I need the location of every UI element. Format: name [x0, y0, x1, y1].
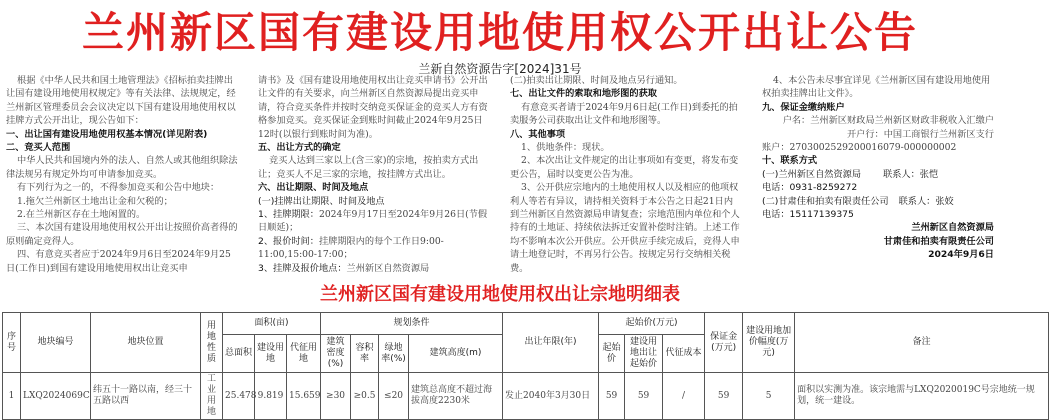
cell-price-total: 59 — [599, 373, 625, 420]
cell-far: ≥0.5 — [351, 373, 379, 420]
cell-area-road: 15.659 — [287, 373, 321, 420]
application-paragraph: 请书》及《国有建设用地使用权出让竞买申请书》公开出让文件的有关要求，向兰州新区自然资源局提出竞买申请，符合竞买条件并按时交纳竞买保证金的竞买人方有资格参加竞买。竞买保证金到账时间截止2024年9月25日12时(以银行到账时间为准)。 — [258, 75, 488, 140]
header-term: 出让年限(年) — [503, 313, 599, 373]
header-price-road: 代征成本 — [663, 335, 705, 373]
listing-period — [258, 208, 490, 235]
parcel-table — [2, 312, 1049, 420]
signature-date: 2024年9月6日 — [928, 249, 994, 261]
section-8-heading: 八、其他事项 — [510, 128, 566, 140]
listing-period-value: 2024年9月17日至2024年9月26日(节假日顺延)； — [258, 209, 488, 234]
contact-2 — [762, 195, 994, 208]
table-row — [3, 373, 1049, 420]
section-4-paragraph: 四、有意竞买者应于2024年9月6日至2024年9月25日(工作日)到国有建设用地使用权出让竞买申 — [6, 249, 231, 274]
header-area-total: 总面积 — [223, 335, 255, 373]
method-paragraph: 竞买人达到三家以上(含三家)的宗地，按拍卖方式出让；竞买人不足三家的宗地，按挂牌方式出让。 — [258, 155, 479, 180]
header-density: 建筑密度(%) — [321, 335, 351, 373]
text-column-3 — [510, 74, 742, 282]
other-item-4: 4、本公告未尽事宜详见《兰州新区国有建设用地使用权拍卖挂牌出让文件》。 — [762, 75, 991, 100]
other-item-2: 2、本次出让文件规定的出让事项如有变更，将发布变更公告，届时以变更公告为准。 — [510, 155, 739, 180]
section-5-heading: 五、出让方式的确定 — [258, 142, 341, 154]
header-no: 序号 — [3, 313, 21, 373]
announcement-body — [6, 74, 994, 282]
table-title: 兰州新区国有建设用地使用权出让宗地明细表 — [320, 284, 680, 305]
header-far: 容积率 — [351, 335, 379, 373]
contact-2-phone: 电话：15117139375 — [762, 209, 854, 221]
cell-density: ≥30 — [321, 373, 351, 420]
section-10-heading: 十、联系方式 — [762, 155, 818, 167]
other-item-1: 1、供地条件：现状。 — [521, 142, 610, 154]
header-location: 地块位置 — [91, 313, 201, 373]
account-name: 户名：兰州新区财政局兰州新区财政非税收入汇缴户 — [782, 115, 994, 127]
section-9-heading: 九、保证金缴纳账户 — [762, 101, 845, 113]
cell-area-build: 9.819 — [255, 373, 287, 420]
cell-deposit: 59 — [705, 373, 743, 420]
header-deposit: 保证金(万元) — [705, 313, 743, 373]
section-7-heading: 七、出让文件的索取和地形图的获取 — [510, 88, 657, 100]
bid-time-label: 2、报价时间： — [258, 235, 319, 247]
exclusion-paragraph: 有下列行为之一的，不得参加竞买和公告中地块： — [17, 182, 220, 194]
bidder-scope-paragraph: 中华人民共和国境内外的法人、自然人或其他组织除法律法规另有规定外均可申请参加竞买。 — [6, 155, 238, 180]
cell-height: 建筑总高度不超过海拔高度2230米 — [409, 373, 503, 420]
header-price-total: 起始价 — [599, 335, 625, 373]
header-price-build: 建设用地出让起始价 — [625, 335, 663, 373]
contact-1-org: (一)兰州新区自然资源局 — [762, 168, 862, 180]
signature-1: 兰州新区自然资源局 — [911, 222, 994, 234]
contact-1 — [762, 168, 994, 181]
text-column-2 — [258, 74, 490, 282]
cell-use: 工业用地 — [201, 373, 223, 420]
cell-price-road: / — [663, 373, 705, 420]
intro-paragraph: 根据《中华人民共和国土地管理法》《招标拍卖挂牌出让国有建设用地使用权规定》等有关法律、法规规定，经兰州新区管理委员会会议决定以下国有建设用地使用权以挂牌方式公开出让，现公告如下： — [6, 75, 236, 127]
bid-place-label: 3、挂牌及报价地点： — [258, 262, 347, 274]
text-column-4 — [762, 74, 994, 282]
section-3-paragraph: 三、本次国有建设用地使用权公开出让按照价高者得的原则确定竞得人。 — [6, 222, 238, 247]
bid-place — [258, 262, 490, 275]
header-price: 起始价(万元) — [599, 313, 705, 335]
header-increment: 建设用地加价幅度(万元) — [743, 313, 795, 373]
listing-period-label: 1、挂牌期限： — [258, 209, 319, 221]
header-code: 地块编号 — [21, 313, 91, 373]
exclusion-item-1: 1.拖欠兰州新区土地出让金和欠税的； — [17, 195, 173, 207]
cell-area-total: 25.478 — [223, 373, 255, 420]
bank-name: 开户行：中国工商银行兰州新区支行 — [847, 128, 994, 140]
cell-green: ≤20 — [379, 373, 409, 420]
section-6-heading: 六、出让期限、时间及地点 — [258, 182, 369, 194]
header-planning: 规划条件 — [321, 313, 503, 335]
documents-paragraph: 有意竞买者请于2024年9月6日起(工作日)到委托的拍卖服务公司获取出让文件和地形图等。 — [510, 101, 738, 127]
auction-period-paragraph: (二)拍卖出让期限、时间及地点另行通知。 — [510, 75, 683, 86]
header-area-build: 建设用地 — [255, 335, 287, 373]
header-green: 绿地率(%) — [379, 335, 409, 373]
exclusion-item-2: 2.在兰州新区存在土地闲置的。 — [17, 209, 146, 221]
header-note: 备注 — [795, 313, 1049, 373]
bid-place-value: 兰州新区自然资源局 — [346, 262, 430, 274]
cell-location: 纬五十一路以南，经三十五路以西 — [91, 373, 201, 420]
cell-note: 面积以实测为准。该宗地需与LXQ2020019C号宗地统一规划，统一建设。 — [795, 373, 1049, 420]
cell-no: 1 — [3, 373, 21, 420]
contact-2-org: (二)甘肃佳和拍卖有限责任公司 — [762, 195, 889, 207]
contact-1-person: 联系人：张恺 — [883, 168, 939, 180]
bid-time-value: 挂牌期限内的每个工作日9:00-11:00,15:00-17:00； — [258, 235, 444, 261]
listing-subheading: (一)挂牌出让期限、时间及地点 — [258, 195, 385, 207]
text-column-1 — [6, 74, 238, 282]
section-1-heading: 一、出让国有建设用地使用权基本情况(详见附表) — [6, 128, 208, 140]
bid-time — [258, 235, 490, 262]
cell-increment: 5 — [743, 373, 795, 420]
cell-price-build: 59 — [625, 373, 663, 420]
signature-2: 甘肃佳和拍卖有限责任公司 — [883, 235, 994, 247]
contact-2-person: 联系人：张姣 — [898, 195, 954, 207]
header-height: 建筑高度(m) — [409, 335, 503, 373]
document-number: 兰新自然资源告字[2024]31号 — [418, 62, 582, 76]
cell-term: 发止2040年3月30日 — [503, 373, 599, 420]
contact-1-phone: 电话：0931-8259272 — [762, 182, 858, 194]
announcement-title: 兰州新区国有建设用地使用权公开出让公告 — [81, 8, 918, 57]
header-area: 面积(亩) — [223, 313, 321, 335]
other-item-3: 3、公开供应宗地内的土地使用权人以及相应的他项权利人等若有异议，请持相关资料于本公告之日起21日内到兰州新区自然资源局申请复查；宗地范围内单位和个人持有的土地证、持续依法拆迁安置补偿时注销。上述工作均不影响本次公开供应。公开供应手续完成后，竞得人申请土地登记时，不再另行公告。按规定另行交纳相关税费。 — [510, 182, 740, 274]
header-area-road: 代征用地 — [287, 335, 321, 373]
section-2-heading: 二、竞买人范围 — [6, 142, 71, 154]
header-use: 用地性质 — [201, 313, 223, 373]
cell-code: LXQ2024069C — [21, 373, 91, 420]
account-number: 账户：2703002529200016079-000000002 — [762, 142, 957, 154]
